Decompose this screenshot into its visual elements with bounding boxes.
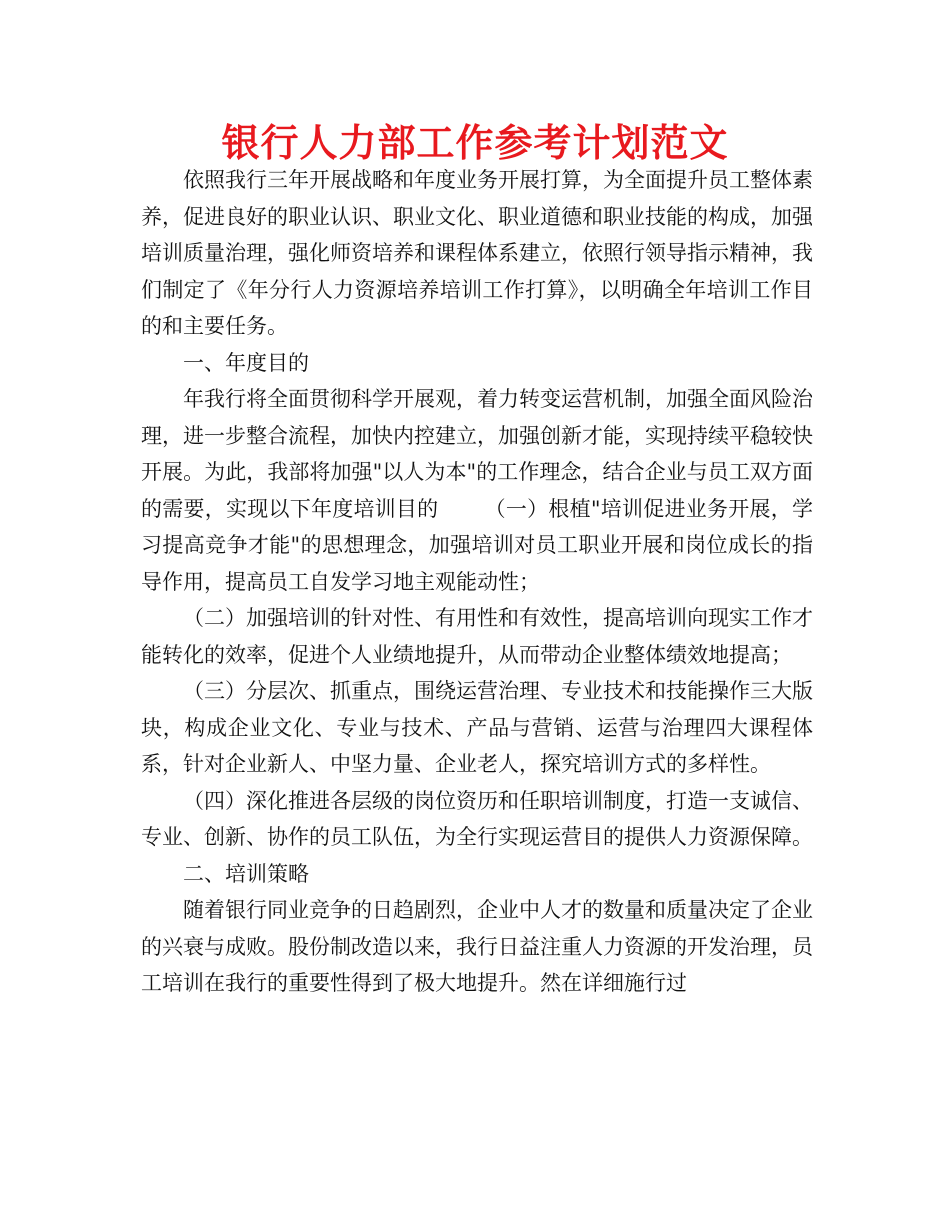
paragraph-intro: 依照我行三年开展战略和年度业务开展打算，为全面提升员工整体素养，促进良好的职业认识、职业文化、职业道德和职业技能的构成，加强培训质量治理，强化师资培养和课程体系建立，依照行领导指示精神，我们制定了《年分行人力资源培养培训工作打算》，以明确全年培训工作目的和主要任务。 xyxy=(141,168,813,338)
goal-item-4: （四）深化推进各层级的岗位资历和任职培训制度，打造一支诚信、专业、创新、协作的员工队伍，为全行实现运营目的提供人力资源保障。 xyxy=(141,788,813,849)
section-heading-training-strategy: 二、培训策略 xyxy=(183,861,309,886)
section-heading-annual-goals: 一、年度目的 xyxy=(183,350,309,375)
paragraph-training-strategy: 随着银行同业竞争的日趋剧烈，企业中人才的数量和质量决定了企业的兴衰与成败。股份制改造以来，我行日益注重人力资源的开发治理，员工培训在我行的重要性得到了极大地提升。然在详细施行过 xyxy=(141,898,813,995)
document-body xyxy=(141,162,813,1002)
goal-item-3: （三）分层次、抓重点，围绕运营治理、专业技术和技能操作三大版块，构成企业文化、专业与技术、产品与营销、运营与治理四大课程体系，针对企业新人、中坚力量、企业老人，探究培训方式的多样性。 xyxy=(141,679,813,776)
goal-item-1: （一）根植"培训促进业务开展，学习提高竞争才能"的思想理念，加强培训对员工职业开展和岗位成长的指导作用，提高员工自发学习地主观能动性； xyxy=(141,496,813,594)
goal-item-2: （二）加强培训的针对性、有用性和有效性，提高培训向现实工作才能转化的效率，促进个人业绩地提升，从而带动企业整体绩效地提高； xyxy=(141,606,813,667)
document-title: 银行人力部工作参考计划范文 xyxy=(221,121,729,165)
paragraph-annual-goals-text: 年我行将全面贯彻科学开展观，着力转变运营机制，加强全面风险治理，进一步整合流程，加快内控建立，加强创新才能，实现持续平稳较快开展。为此，我部将加强"以人为本"的工作理念，结合企业与员工双方面的需要，实现以下年度培训目的 xyxy=(141,387,813,521)
paragraph-annual-goals xyxy=(141,381,813,600)
